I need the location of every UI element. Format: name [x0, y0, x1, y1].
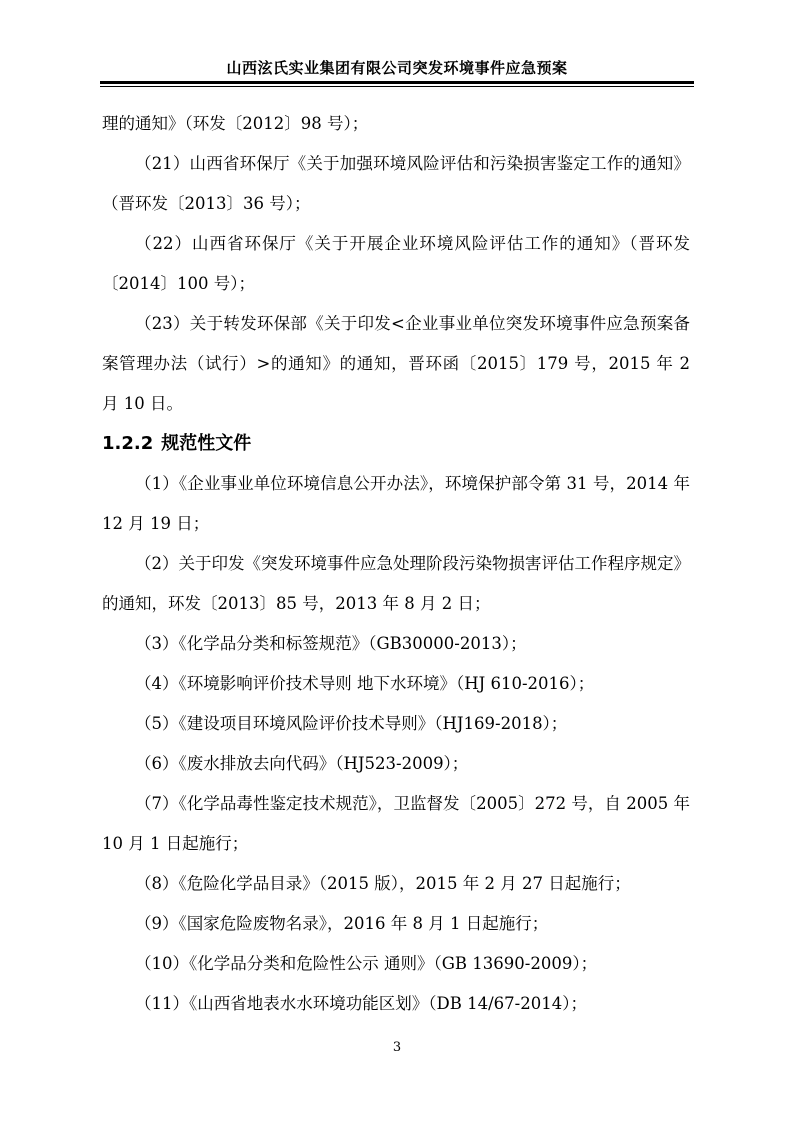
reference-item-21: （21）山西省环保厅《关于加强环境风险评估和污染损害鉴定工作的通知》（晋环发〔2013〕36 号）； — [102, 154, 690, 213]
reference-item-23: （23）关于转发环保部《关于印发<企业事业单位突发环境事件应急预案备案管理办法（试行）>的通知》的通知，晋环函〔2015〕179 号，2015 年 2 月 10 日。 — [102, 314, 690, 413]
normative-item-11: （11）《山西省地表水水环境功能区划》（DB 14/67-2014）； — [135, 994, 587, 1013]
normative-item-10: （10）《化学品分类和危险性公示 通则》（GB 13690-2009）； — [135, 954, 598, 973]
normative-item-1: （1）《企业事业单位环境信息公开办法》，环境保护部令第 31 号，2014 年 12 月 19 日； — [102, 474, 690, 533]
normative-item-9: （9）《国家危险废物名录》，2016 年 8 月 1 日起施行； — [135, 914, 549, 933]
normative-item-8: （8）《危险化学品目录》（2015 版），2015 年 2 月 27 日起施行； — [135, 874, 631, 893]
normative-item-5: （5）《建设项目环境风险评价技术导则》（HJ169-2018）； — [135, 714, 568, 733]
header-rule-thick — [100, 81, 694, 84]
section-number: 1.2.2 — [102, 433, 154, 454]
section-title: 规范性文件 — [161, 433, 252, 454]
header-rule-thin — [100, 86, 694, 87]
normative-item-6: （6）《废水排放去向代码》（HJ523-2009）； — [135, 754, 469, 773]
document-header-title: 山西泫氏实业集团有限公司突发环境事件应急预案 — [226, 59, 568, 77]
normative-item-2: （2）关于印发《突发环境事件应急处理阶段污染物损害评估工作程序规定》的通知，环发〔2013〕85 号，2013 年 8 月 2 日； — [102, 554, 690, 613]
page-number: 3 — [392, 1040, 402, 1055]
normative-item-4: （4）《环境影响评价技术导则 地下水环境》（HJ 610-2016）； — [135, 674, 595, 693]
normative-item-7: （7）《化学品毒性鉴定技术规范》，卫监督发〔2005〕272 号，自 2005 年 10 月 1 日起施行； — [102, 794, 690, 853]
normative-item-3: （3）《化学品分类和标签规范》（GB30000-2013）； — [135, 634, 527, 653]
continuation-paragraph: 理的通知》（环发〔2012〕98 号）； — [102, 114, 369, 133]
document-body — [102, 104, 690, 1024]
reference-item-22: （22）山西省环保厅《关于开展企业环境风险评估工作的通知》（晋环发〔2014〕100 号）； — [102, 234, 690, 293]
section-heading — [102, 424, 690, 464]
